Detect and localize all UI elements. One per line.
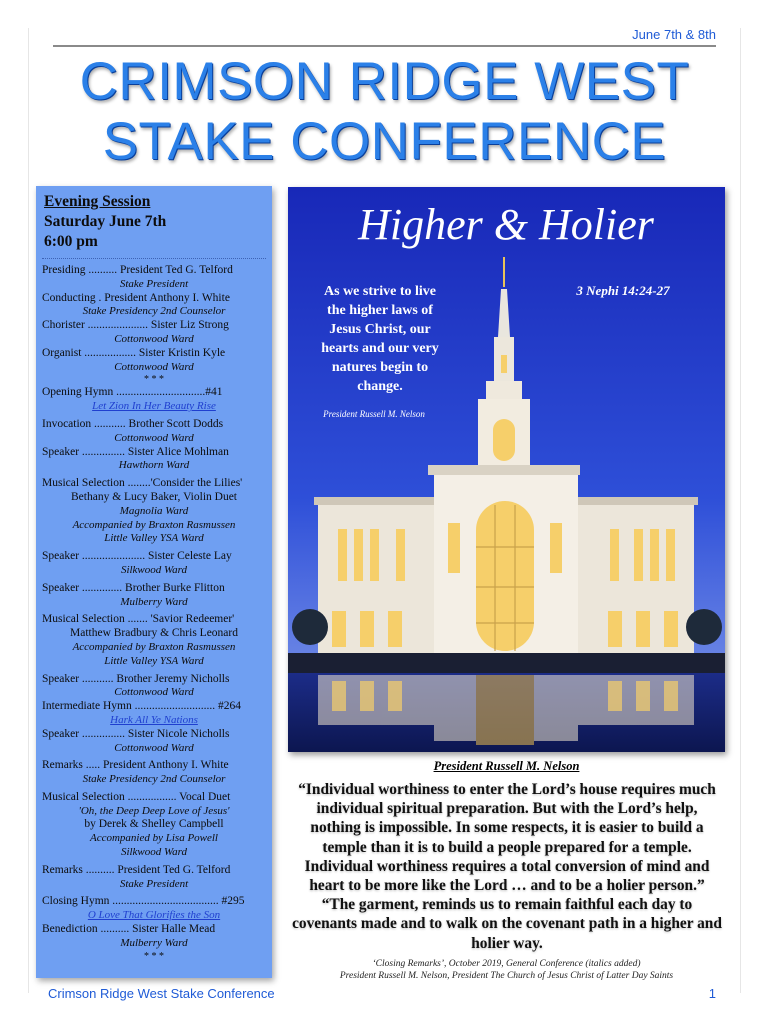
temple-poster: [288, 187, 725, 752]
musical-1-accompanist: Accompanied by Braxton Rasmussen: [72, 518, 236, 531]
speaker-1-ward: Hawthorn Ward: [118, 459, 190, 472]
program-heading: [36, 186, 272, 252]
opening-hymn-line: Opening Hymn ...............................#41: [42, 386, 223, 399]
musical-1-line: Musical Selection ........'Consider the Lilies': [42, 477, 243, 490]
organist-ward: Cottonwood Ward: [114, 360, 194, 373]
chorister-ward: Cottonwood Ward: [114, 332, 194, 345]
dotted-separator: [42, 258, 266, 259]
section-stars-end: * * *: [144, 950, 164, 962]
invocation-line: Invocation ........... Brother Scott Dodds: [42, 417, 224, 430]
remarks-2-role: Stake President: [119, 877, 189, 890]
musical-3-performers: by Derek & Shelley Campbell: [84, 818, 224, 831]
presiding-role: Stake President: [119, 277, 189, 290]
page-title: [30, 52, 739, 172]
musical-3-title: 'Oh, the Deep Deep Love of Jesus': [78, 804, 230, 817]
speaker-5-line: Speaker ............... Sister Nicole Nicholls: [42, 727, 230, 740]
quote-citation: [288, 958, 725, 982]
program-panel: [36, 186, 272, 978]
page-edge-left: [28, 28, 29, 993]
poster-scripture: 3 Nephi 14:24-27: [576, 283, 670, 298]
speaker-2-line: Speaker ...................... Sister Celeste Lay: [42, 550, 232, 563]
temple-poster-image: [288, 187, 725, 752]
header-date: June 7th & 8th: [632, 27, 716, 42]
musical-2-line: Musical Selection ....... 'Savior Redeemer': [42, 613, 235, 626]
page-number: 1: [708, 986, 716, 1001]
musical-3-line: Musical Selection ................. Vocal Duet: [42, 790, 231, 803]
poster-quote-line: Jesus Christ, our: [329, 322, 431, 337]
speaker-3-ward: Mulberry Ward: [120, 595, 188, 608]
chorister-line: Chorister ..................... Sister Liz Strong: [42, 319, 229, 332]
quote-attribution: President Russell M. Nelson: [433, 759, 580, 773]
intermediate-hymn-link[interactable]: Hark All Ye Nations: [110, 713, 198, 726]
presiding-line: Presiding .......... President Ted G. Telford: [42, 264, 233, 276]
title-line-2: STAKE CONFERENCE: [102, 112, 667, 171]
organist-line: Organist .................. Sister Kristin Kyle: [42, 346, 226, 359]
speaker-4-ward: Cottonwood Ward: [114, 686, 194, 699]
speaker-5-ward: Cottonwood Ward: [114, 741, 194, 754]
session-time: 6:00 pm: [44, 233, 98, 250]
conducting-line: Conducting . President Anthony I. White: [42, 291, 230, 304]
poster-quote-line: natures begin to: [331, 360, 429, 375]
section-stars: * * *: [144, 374, 164, 386]
musical-2-accompanist: Accompanied by Braxton Rasmussen: [72, 640, 236, 653]
page-edge-right: [740, 28, 741, 993]
poster-title: Higher & Holier: [358, 200, 654, 249]
poster-quote-line: As we strive to live: [324, 284, 436, 299]
header-rule: [53, 45, 716, 47]
poster-quote-line: the higher laws of: [327, 303, 433, 318]
musical-3-accompanist: Accompanied by Lisa Powell: [89, 832, 218, 845]
speaker-4-line: Speaker ........... Brother Jeremy Nicholls: [42, 672, 230, 685]
benediction-ward: Mulberry Ward: [120, 936, 188, 949]
intermediate-hymn-line: Intermediate Hymn ............................ #264: [42, 700, 241, 713]
opening-hymn-link[interactable]: Let Zion In Her Beauty Rise: [92, 400, 216, 413]
speaker-1-line: Speaker ............... Sister Alice Mohlman: [42, 445, 229, 458]
citation-line-1: ‘Closing Remarks’, October 2019, General Conference (italics added): [372, 959, 641, 969]
invocation-ward: Cottonwood Ward: [114, 431, 194, 444]
remarks-1-line: Remarks ..... President Anthony I. White: [42, 759, 229, 772]
nelson-quote: “Individual worthiness to enter the Lord’s house requires much individual spiritual preparation. But with the Lord’s help, nothing is impossible. In some respects, it is easier to build a temple than it is to build a people prepared for a temple. Individual worthiness requires a total conversion of mind and heart to be more like the Lord … and to be a holier person.” “The garment, reminds us to remain faithful each day to covenants made and to walk on the covenant path in a higher and holier way.: [292, 781, 722, 952]
remarks-2-line: Remarks .......... President Ted G. Telford: [42, 863, 231, 876]
poster-quote-line: change.: [357, 379, 403, 394]
poster-signature: President Russell M. Nelson: [323, 409, 425, 419]
session-date: Saturday June 7th: [44, 213, 167, 230]
musical-3-ward: Silkwood Ward: [120, 846, 188, 859]
musical-2-accompanist-ward: Little Valley YSA Ward: [104, 654, 204, 667]
speaker-2-ward: Silkwood Ward: [120, 563, 188, 576]
closing-hymn-line: Closing Hymn ..................................... #295: [42, 895, 245, 908]
benediction-line: Benediction .......... Sister Halle Mead: [42, 923, 216, 936]
musical-2-performers: Matthew Bradbury & Chris Leonard: [70, 627, 238, 640]
musical-1-ward: Magnolia Ward: [119, 504, 189, 517]
musical-1-accompanist-ward: Little Valley YSA Ward: [104, 532, 204, 545]
session-name: Evening Session: [44, 193, 151, 210]
closing-hymn-link[interactable]: O Love That Glorifies the Son: [87, 909, 221, 922]
poster-quote-line: hearts and our very: [321, 341, 439, 356]
remarks-1-role: Stake Presidency 2nd Counselor: [82, 773, 226, 786]
footer-title: Crimson Ridge West Stake Conference: [48, 986, 275, 1001]
speaker-3-line: Speaker .............. Brother Burke Flitton: [42, 581, 225, 594]
title-line-1: CRIMSON RIDGE WEST: [79, 52, 690, 111]
conducting-role: Stake Presidency 2nd Counselor: [82, 305, 226, 318]
citation-line-2: President Russell M. Nelson, President The Church of Jesus Christ of Latter Day Saints: [339, 971, 674, 981]
musical-1-performers: Bethany & Lucy Baker, Violin Duet: [71, 490, 237, 503]
